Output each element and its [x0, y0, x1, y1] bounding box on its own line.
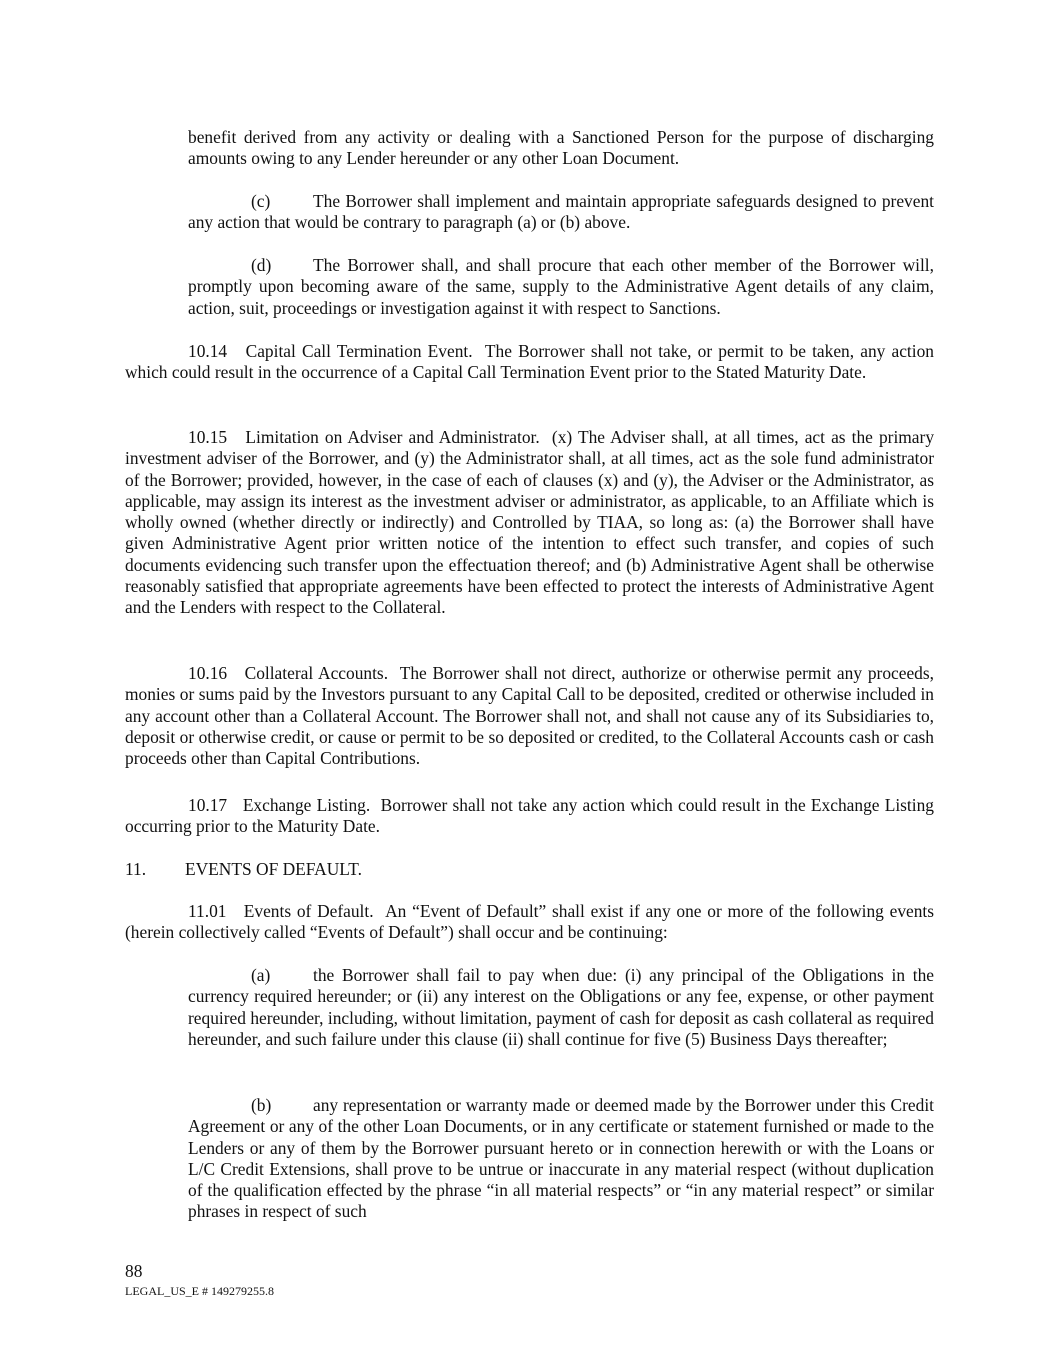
section-10-15 — [125, 427, 934, 619]
clause-label: (d) — [251, 255, 272, 275]
section-heading: Limitation on Adviser and Administrator. — [245, 427, 540, 447]
clause-a — [188, 965, 934, 1050]
section-10-16 — [125, 663, 934, 769]
section-heading: Capital Call Termination Event. — [245, 341, 473, 361]
section-heading: Collateral Accounts. — [244, 663, 389, 683]
clause-d — [188, 255, 934, 319]
section-number: 11.01 — [188, 901, 227, 921]
section-number: 10.14 — [188, 341, 228, 361]
section-number: 10.17 — [188, 795, 228, 815]
clause-c — [188, 191, 934, 234]
section-10-14 — [125, 341, 934, 384]
section-text: The Borrower shall not take, or permit to be taken, any action which could result in the occurrence of a Capital Call Termination Event prior to the Stated Maturity Date. — [125, 341, 934, 383]
clause-text: any representation or warranty made or deemed made by the Borrower under this Credit Agreement or any of the other Loan Documents, or in any certificate or statement furnished or made to the Lenders or any of them by the Borrower pursuant hereto or in connection herewith or with the Loans or L/C Credit Extensions, shall prove to be untrue or inaccurate in any material respect (without duplication of the qualification effected by the phrase “in all material respects” or “in any material respect” or similar phrases in respect of such — [188, 1095, 934, 1222]
paragraph-text: benefit derived from any activity or dealing with a Sanctioned Person for the purpose of discharging amounts owing to any Lender hereunder or any other Loan Document. — [188, 127, 934, 169]
clause-text: The Borrower shall implement and maintain appropriate safeguards designed to prevent any action that would be contrary to paragraph (a) or (b) above. — [188, 191, 934, 233]
section-heading: Exchange Listing. — [242, 795, 371, 815]
section-text: An “Event of Default” shall exist if any one or more of the following events (herein collectively called “Events of Default”) shall occur and be continuing: — [125, 901, 935, 943]
paragraph-continuation — [188, 127, 934, 170]
section-text: The Borrower shall not direct, authorize or otherwise permit any proceeds, monies or sums paid by the Investors pursuant to any Capital Call to be deposited, credited or otherwise included in any account other than a Collateral Account. The Borrower shall not, and shall not cause any of its Subsidiaries to, deposit or otherwise credit, or cause or permit to be so deposited or credited, to the Collateral Accounts cash or cash proceeds other than Capital Contributions. — [125, 663, 934, 769]
clause-text: the Borrower shall fail to pay when due: (i) any principal of the Obligations in the currency required hereunder; or (ii) any interest on the Obligations or any fee, expense, or other payment required hereunder, including, without limitation, payment of cash for deposit as cash collateral as required hereunder, and such failure under this clause (ii) shall continue for five (5) Business Days thereafter; — [188, 965, 934, 1049]
section-text: (x) The Adviser shall, at all times, act as the primary investment adviser of the Borrower, and (y) the Administrator shall, at all times, act as the sole fund administrator of the Borrower; provided, however, in the case of each of clauses (x) and (y), the Adviser or the Administrator, as applicable, may assign its interest as the investment adviser or administrator, as applicable, to an Affiliate which is wholly owned (whether directly or indirectly) and Controlled by TIAA, so long as: (a) the Borrower shall have given Administrative Agent prior written notice of the intention to effect such transfer, and copies of such documents evidencing such transfer upon the effectuation thereof; and (b) Administrative Agent shall be otherwise reasonably satisfied that appropriate agreements have been effected to protect the interests of Administrative Agent and the Lenders with respect to the Collateral. — [125, 427, 935, 618]
section-heading: Events of Default. — [243, 901, 374, 921]
section-number: 10.15 — [188, 427, 228, 447]
clause-label: (c) — [251, 191, 271, 211]
section-number: 10.16 — [188, 663, 228, 683]
clause-label: (b) — [251, 1095, 272, 1115]
document-id: LEGAL_US_E # 149279255.8 — [125, 1284, 274, 1298]
article-number: 11. — [125, 859, 147, 879]
section-text: Borrower shall not take any action which could result in the Exchange Listing occurring prior to the Maturity Date. — [125, 795, 934, 837]
clause-label: (a) — [251, 965, 271, 985]
clause-b — [188, 1095, 934, 1223]
page-number: 88 — [125, 1261, 143, 1281]
article-11-heading — [125, 859, 934, 880]
article-heading: EVENTS OF DEFAULT. — [185, 859, 362, 879]
section-11-01 — [125, 901, 934, 944]
clause-text: The Borrower shall, and shall procure that each other member of the Borrower will, promptly upon becoming aware of the same, supply to the Administrative Agent details of any claim, action, suit, proceedings or investigation against it with respect to Sanctions. — [188, 255, 934, 318]
section-10-17 — [125, 795, 934, 838]
